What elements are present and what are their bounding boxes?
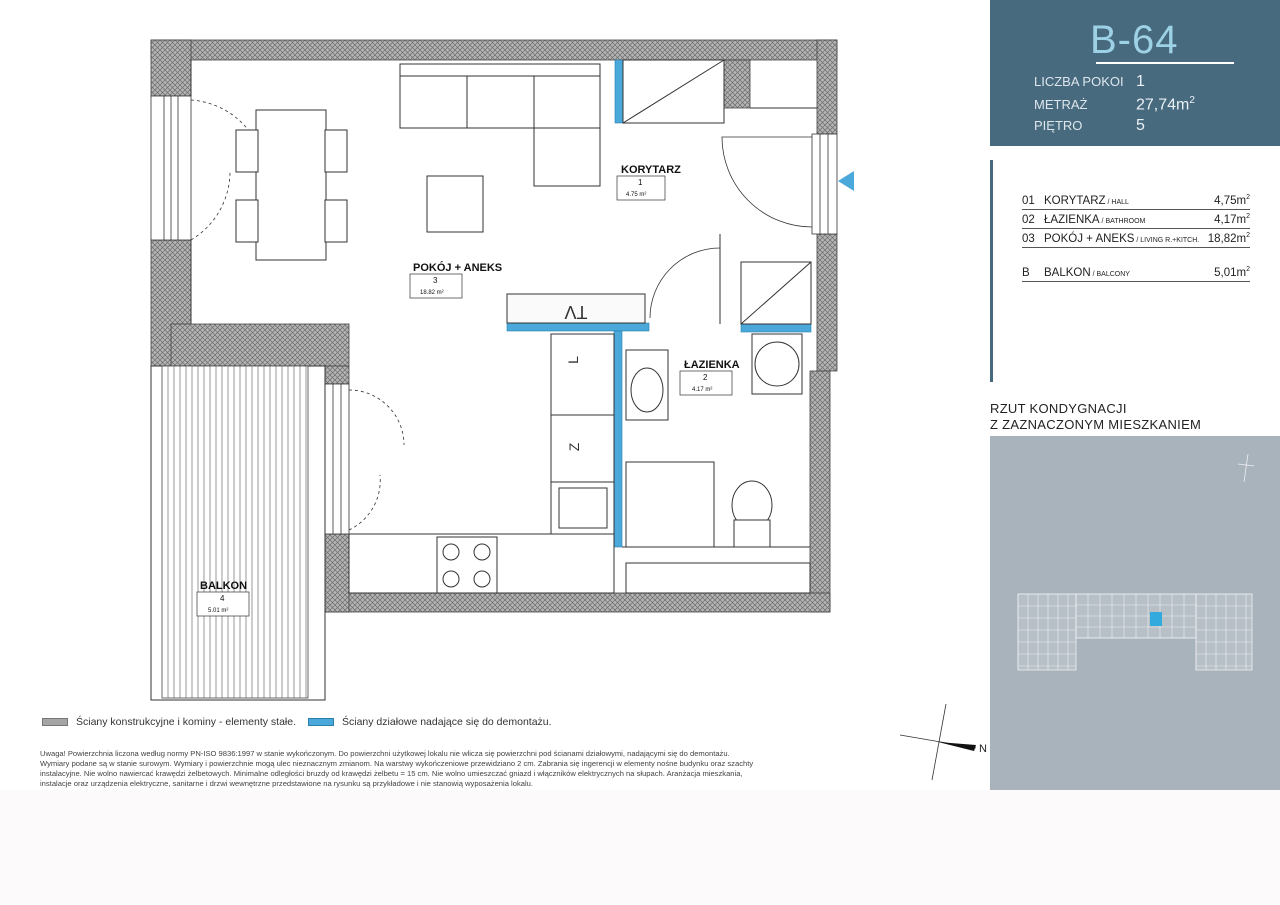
room-name-en: / LIVING R.+KITCH. [1134,237,1200,244]
room-id: 03 [1022,233,1035,245]
label-korytarz-num: 1 [638,178,643,187]
floor-overview-map [990,436,1280,790]
room-area-sup: 2 [1246,213,1250,221]
info-value-area-text: 27,74m [1136,96,1190,114]
info-row-area [1034,95,1195,114]
balcony [151,366,325,700]
room-area [1214,266,1250,279]
apartment-code: B-64 [1090,18,1179,62]
info-row-rooms [1034,73,1145,91]
info-value-rooms: 1 [1136,73,1145,90]
note-line: instalacyjne. Nie wolno nawiercać krawędzi żelbetowych. Minimalne odległości bruzdy od krawędzi żelbetu = 15 cm. Nie wolno umieszczać gniazd i włączników elektrycznych na słupach. Aranżacja mieszkania, [40,769,743,778]
room-area-sup: 2 [1246,266,1250,274]
room-name-pl: ŁAZIENKA [1044,214,1100,226]
room-area-value: 18,82m [1207,233,1247,245]
room-row [1022,229,1250,248]
room-area [1214,194,1250,207]
label-balkon: BALKON [200,580,248,592]
page-footer-area [0,790,1280,905]
room-id: B [1022,267,1030,279]
overview-title-line2: Z ZAZNACZONYM MIESZKANIEM [990,417,1202,432]
room-name [1044,233,1199,245]
room-name-pl: POKÓJ + ANEKS [1044,233,1135,245]
label-balkon-num: 4 [220,594,225,603]
legend-structural-swatch [42,718,68,726]
room-id: 02 [1022,214,1035,226]
room-name-en: / BALCONY [1090,271,1130,278]
overview-title [990,401,1201,433]
label-pokoj-num: 3 [433,276,438,285]
room-name-pl: BALKON [1044,267,1091,279]
room-name [1044,214,1145,226]
info-label-floor: PIĘTRO [1034,118,1083,133]
info-value-area-sup: 2 [1189,95,1195,106]
room-area-value: 4,75m [1214,195,1247,207]
legend-partition [308,716,552,728]
apartment-header [990,0,1280,146]
room-name-en: / HALL [1105,199,1129,206]
note-line: Wymiary podane są w stanie surowym. Wymiary i powierzchnie mogą ulec nieznacznym zmianom. Na warstwy wykończeniowe przewidziano 2 cm. Zabrania się ingerencji w elementy nośne budynku oraz szachty [40,759,754,768]
fridge-l-label: L [565,356,581,364]
rooms-table [990,160,1280,382]
note-line: instalacje oraz urządzenia elektryczne, sanitarne i drzwi wewnętrzne przedstawione na rysunku są przykładowe i nie stanowią wyposażenia lokalu. [40,779,534,788]
room-row [1022,210,1250,229]
tv-label: TV [564,302,588,322]
note-line: Uwaga! Powierzchnia liczona według normy PN-ISO 9836:1997 w stanie wykończonym. Do powierzchni użytkowej lokalu nie wlicza się powierzchni pod ścianami działowymi, nadającymi się do demontażu. [40,749,730,758]
rooms-table-accent-line [990,160,993,382]
label-lazienka-area: 4.17 m² [692,387,713,393]
room-area [1214,213,1250,226]
info-label-rooms: LICZBA POKOI [1034,74,1124,89]
label-korytarz: KORYTARZ [621,164,681,176]
room-name-en: / BATHROOM [1099,218,1146,225]
room-name [1044,195,1129,207]
label-balkon-area: 5.01 m² [208,608,229,614]
overview-title-line1: RZUT KONDYGNACJI [990,401,1127,416]
info-row-floor [1034,117,1145,135]
legend-structural-text: Ściany konstrukcyjne i kominy - elementy stałe. [76,716,297,728]
info-value-floor: 5 [1136,117,1145,134]
floor-overview-drawing [990,436,1280,790]
label-lazienka-num: 2 [703,373,708,382]
label-korytarz-area: 4.75 m² [626,192,647,198]
overview-north-icon [1238,454,1254,482]
room-name [1044,267,1130,279]
room-row [1022,191,1250,210]
room-name-pl: KORYTARZ [1044,195,1106,207]
legend-partition-text: Ściany działowe nadające się do demontażu. [342,716,552,728]
room-area-sup: 2 [1246,194,1250,202]
label-lazienka: ŁAZIENKA [684,359,740,371]
room-row [1022,263,1250,282]
label-pokoj: POKÓJ + ANEKS [413,262,503,274]
room-area [1208,232,1250,245]
info-value-area [1136,95,1195,114]
room-area-value: 4,17m [1214,214,1247,226]
highlighted-apartment [1150,612,1162,626]
legend-partition-swatch [308,718,334,726]
room-area-sup: 2 [1246,232,1250,240]
room-area-value: 5,01m [1214,267,1247,279]
compass-icon [900,704,976,780]
legal-notes [40,749,840,789]
fridge-z-label: Z [566,442,582,452]
entrance-arrow-icon [838,171,854,191]
compass-north-label: N [979,743,987,755]
legend-structural [42,716,296,728]
label-pokoj-area: 18.82 m² [420,290,444,296]
info-label-area: METRAŻ [1034,97,1088,113]
apartment-code-underline [1096,62,1234,64]
room-id: 01 [1022,195,1035,207]
